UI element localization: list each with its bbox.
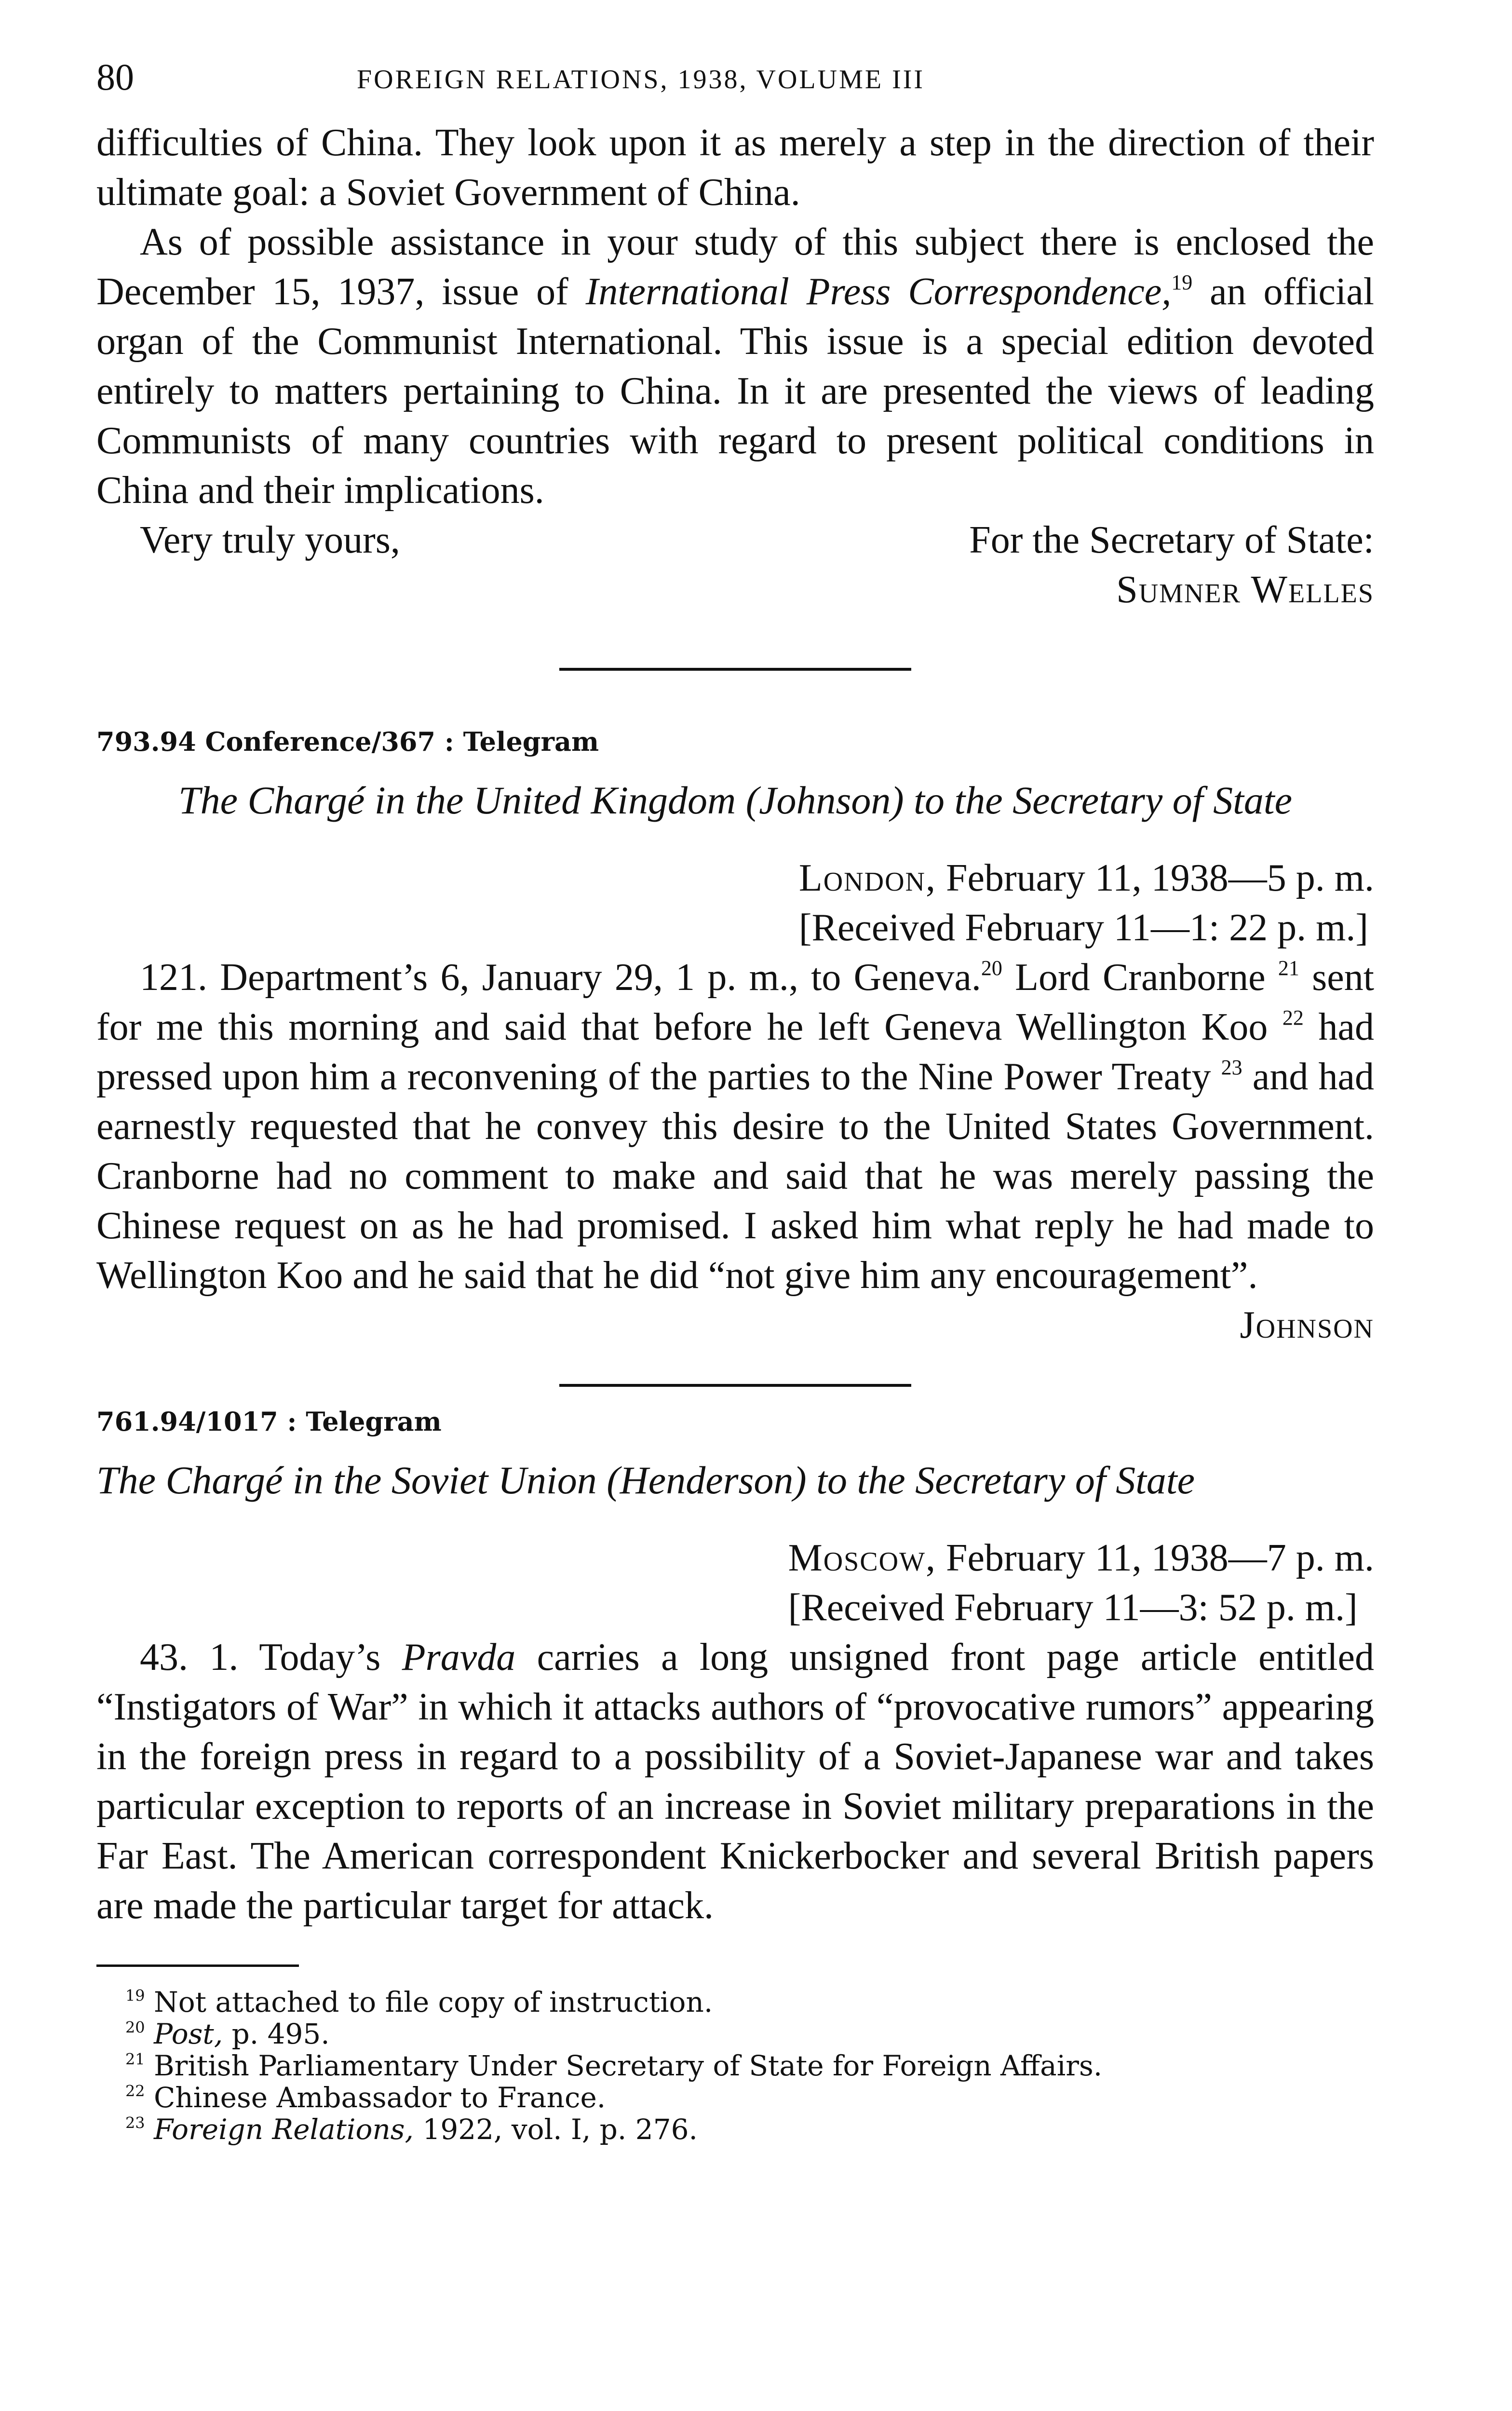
document-title: The Chargé in the Soviet Union (Henderson) to the Secretary of State [96, 1458, 1195, 1502]
running-title: FOREIGN RELATIONS, 1938, VOLUME III [357, 65, 925, 95]
footnote-number: 20 [125, 2018, 145, 2037]
footnote-italic: Post, [154, 2018, 223, 2050]
dateline-received: [Received February 11—1: 22 p. m.] [798, 907, 1369, 949]
section-divider [559, 1384, 911, 1387]
footnote-number: 19 [125, 1986, 145, 2005]
footnote-text: p. 495. [223, 2018, 330, 2050]
footnote-ref-22: 22 [1282, 1006, 1304, 1030]
footnote-ref-23: 23 [1221, 1056, 1242, 1080]
dateline [96, 1533, 1374, 1633]
footnote-text: 1922, vol. I, p. 276. [414, 2113, 698, 2146]
file-reference: 793.94 Conference/367 : Telegram [96, 726, 599, 757]
telegram-paragraph [96, 953, 1374, 1300]
file-reference: 761.94/1017 : Telegram [96, 1406, 442, 1437]
closing-salutation: Very truly yours, [140, 519, 400, 561]
footnote-text: Chinese Ambassador to France. [154, 2081, 606, 2114]
letter-closing [96, 515, 1374, 615]
letter-signer: Sumner Welles [1116, 569, 1374, 611]
footnote-23 [125, 2113, 1374, 2145]
dateline-city: London, [798, 857, 936, 899]
telegram-text-2: Lord Cranborne [1002, 956, 1278, 999]
document-page [96, 46, 1374, 2145]
footnote-ref-20: 20 [981, 956, 1002, 980]
running-header [96, 46, 1374, 118]
telegram-text-3: sent for me this morning and said that before he left Geneva Wellington Koo [96, 956, 1375, 1048]
section-divider [559, 668, 911, 671]
dateline-date: February 11, 1938—7 p. m. [936, 1537, 1374, 1579]
telegram-text-5: and had earnestly requested that he convey this desire to the United States Government. Cranborne had no comment to make and said that he was merely passing the Chinese request on as he had promised. I asked him what reply he had made to Wellington Koo and he said that he did “not give him any encouragement”. [96, 1056, 1375, 1297]
dateline-sent [799, 853, 1374, 903]
telegram-body [96, 1633, 1374, 1931]
dateline-sent [788, 1533, 1374, 1583]
telegram-paragraph [96, 1633, 1374, 1931]
dateline-block [788, 1533, 1374, 1633]
dateline-date: February 11, 1938—5 p. m. [936, 857, 1374, 899]
telegram-body [96, 953, 1374, 1300]
publication-title: International Press Correspondence, [585, 271, 1172, 313]
document-title: The Chargé in the United Kingdom (Johnson) to the Secretary of State [178, 778, 1293, 822]
page-number: 80 [96, 56, 134, 98]
footnote-italic: Foreign Relations, [154, 2113, 414, 2146]
footnote-ref-19: 19 [1171, 271, 1193, 295]
telegram-text-1: 121. Department’s 6, January 29, 1 p. m., to Geneva. [140, 956, 981, 999]
for-secretary-line: For the Secretary of State: [969, 519, 1374, 561]
footnote-22 [125, 2082, 1374, 2113]
footnote-number: 21 [125, 2050, 145, 2069]
footnote-text: British Parliamentary Under Secretary of State for Foreign Affairs. [154, 2049, 1103, 2082]
telegram-text-4: had pressed upon him a reconvening of the parties to the Nine Power Treaty [96, 1006, 1374, 1098]
telegram-text-2: carries a long unsigned front page article entitled “Instigators of War” in which it attacks authors of “provocative rumors” appearing in the foreign press in regard to a possibility of a Soviet-Japanese war and takes particular exception to reports of an increase in Soviet military preparations in the Far East. The American correspondent Knickerbocker and several British papers are made the particular target for attack. [96, 1636, 1374, 1927]
footnote-divider [96, 1964, 299, 1967]
letter-paragraph-2-start: As of possible assistance in your study of this subject there is enclosed the December 15, 1937, issue of [96, 221, 1374, 313]
footnote-20 [125, 2018, 1374, 2050]
letter-paragraph-2 [96, 217, 1374, 515]
footnote-number: 22 [125, 2082, 145, 2100]
footnotes [96, 1986, 1374, 2145]
letter-paragraph-2-end: an official organ of the Communist International. This issue is a special edition devoted entirely to matters pertaining to China. In it are presented the views of leading Communists of many countries with regard to present political conditions in China and their implications. [96, 271, 1375, 512]
footnote-ref-21: 21 [1278, 956, 1299, 980]
dateline-block [799, 853, 1374, 953]
footnote-21 [125, 2050, 1374, 2082]
newspaper-name: Pravda [402, 1636, 516, 1679]
dateline-city: Moscow, [788, 1537, 936, 1579]
footnote-19 [125, 1986, 1374, 2018]
letter-paragraph-1: difficulties of China. They look upon it as merely a step in the direction of their ultimate goal: a Soviet Government of China. [96, 122, 1374, 214]
telegram-text-1: 43. 1. Today’s [140, 1636, 402, 1679]
footnote-number: 23 [125, 2113, 145, 2132]
letter-body [96, 118, 1374, 515]
dateline-received: [Received February 11—3: 52 p. m.] [788, 1586, 1358, 1629]
dateline [96, 853, 1374, 953]
footnote-text: Not attached to file copy of instruction. [154, 1986, 713, 2018]
telegram-signer: Johnson [1240, 1304, 1374, 1346]
